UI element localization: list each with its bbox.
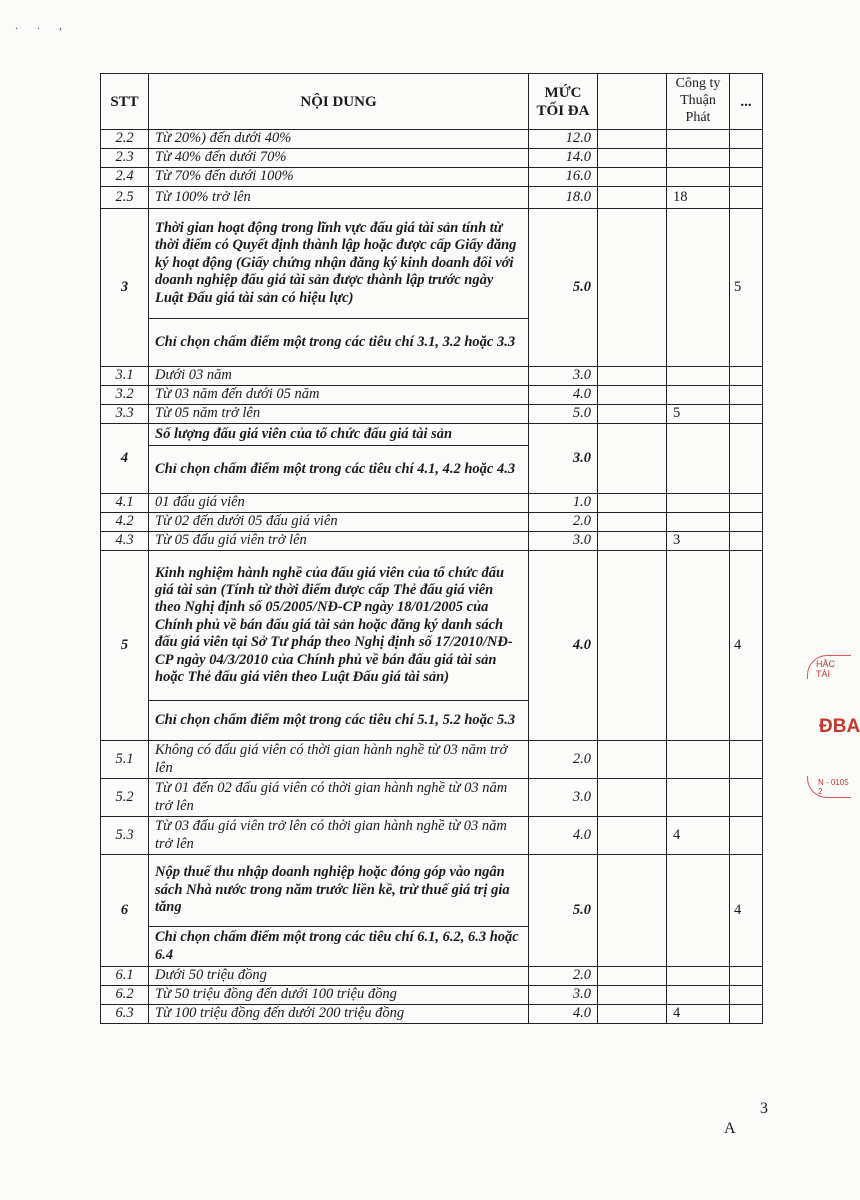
row-max: 18.0 bbox=[529, 187, 598, 209]
row-max: 4.0 bbox=[529, 817, 598, 855]
table-body bbox=[101, 130, 763, 1024]
row-max: 3.0 bbox=[529, 367, 598, 386]
row-more bbox=[730, 367, 763, 386]
row-blank bbox=[598, 386, 667, 405]
row-blank bbox=[598, 551, 667, 741]
row-stt: 2.2 bbox=[101, 130, 149, 149]
table-row bbox=[101, 367, 763, 386]
table-row bbox=[101, 168, 763, 187]
row-max: 4.0 bbox=[529, 551, 598, 741]
row-content: Kinh nghiệm hành nghề của đấu giá viên của tổ chức đấu giá tài sản (Tính từ thời điểm được cấp Thẻ đấu giá viên theo Nghị định số 05/2005/NĐ-CP ngày 18/01/2005 của Chính phủ về bán đấu giá tài sản hoặc đăng ký danh sách đấu giá viên tại Sở Tư pháp theo Nghị định số 17/2010/NĐ-CP ngày 04/3/2010 của Chính phủ về bán đấu giá tài sản hoặc Thẻ đấu giá viên theo Luật Đấu giá tài sản) bbox=[149, 551, 529, 701]
row-content: Từ 100% trở lên bbox=[149, 187, 529, 209]
row-blank bbox=[598, 817, 667, 855]
stamp-center: ĐBA bbox=[819, 716, 860, 737]
row-blank-2 bbox=[667, 424, 730, 494]
row-score bbox=[667, 149, 730, 168]
row-content: Số lượng đấu giá viên của tổ chức đấu giá tài sản bbox=[149, 424, 529, 446]
row-max: 2.0 bbox=[529, 513, 598, 532]
table-row bbox=[101, 405, 763, 424]
row-max: 4.0 bbox=[529, 386, 598, 405]
row-blank bbox=[598, 367, 667, 386]
row-score bbox=[667, 741, 730, 779]
row-blank bbox=[598, 967, 667, 986]
table-row bbox=[101, 386, 763, 405]
row-blank-2 bbox=[667, 551, 730, 741]
row-more bbox=[730, 967, 763, 986]
row-max: 5.0 bbox=[529, 405, 598, 424]
row-max: 1.0 bbox=[529, 494, 598, 513]
row-max: 4.0 bbox=[529, 1005, 598, 1024]
row-score bbox=[667, 513, 730, 532]
row-score bbox=[730, 424, 763, 494]
row-stt: 2.3 bbox=[101, 149, 149, 168]
row-content: Thời gian hoạt động trong lĩnh vực đấu giá tài sản tính từ thời điểm có Quyết định thành lập hoặc được cấp Giấy đăng ký hoạt động (Giấy chứng nhận đăng ký kinh doanh đối với doanh nghiệp đấu giá tài sản được thành lập trước ngày Luật Đấu giá tài sản có hiệu lực) bbox=[149, 209, 529, 319]
row-content: Từ 01 đến 02 đấu giá viên có thời gian hành nghề từ 03 năm trở lên bbox=[149, 779, 529, 817]
row-max: 3.0 bbox=[529, 779, 598, 817]
row-blank bbox=[598, 130, 667, 149]
row-note: Chỉ chọn chấm điểm một trong các tiêu chí 4.1, 4.2 hoặc 4.3 bbox=[149, 446, 529, 494]
table-row bbox=[101, 855, 763, 927]
row-score: 3 bbox=[667, 532, 730, 551]
table-row bbox=[101, 187, 763, 209]
row-more bbox=[730, 1005, 763, 1024]
row-more bbox=[730, 149, 763, 168]
row-stt: 4.2 bbox=[101, 513, 149, 532]
row-stt: 6.2 bbox=[101, 986, 149, 1005]
row-score bbox=[667, 168, 730, 187]
row-score: 4 bbox=[730, 551, 763, 741]
row-blank bbox=[598, 513, 667, 532]
row-max: 16.0 bbox=[529, 168, 598, 187]
table-row bbox=[101, 513, 763, 532]
row-stt: 5 bbox=[101, 551, 149, 741]
row-stt: 5.1 bbox=[101, 741, 149, 779]
row-max: 14.0 bbox=[529, 149, 598, 168]
table-row bbox=[101, 741, 763, 779]
row-score bbox=[667, 130, 730, 149]
header-max-line1: MỨC bbox=[544, 84, 582, 101]
row-blank-2 bbox=[667, 855, 730, 967]
table-row bbox=[101, 1005, 763, 1024]
row-note: Chỉ chọn chấm điểm một trong các tiêu chí 3.1, 3.2 hoặc 3.3 bbox=[149, 319, 529, 367]
row-blank bbox=[598, 779, 667, 817]
row-score bbox=[667, 986, 730, 1005]
row-score: 5 bbox=[730, 209, 763, 367]
stamp-top-arc: HẮC TÀI bbox=[807, 655, 851, 679]
header-content: NỘI DUNG bbox=[149, 74, 529, 130]
row-content: Từ 03 đấu giá viên trở lên có thời gian hành nghề từ 03 năm trở lên bbox=[149, 817, 529, 855]
row-blank bbox=[598, 168, 667, 187]
table-row bbox=[101, 130, 763, 149]
row-content: Từ 02 đến dưới 05 đấu giá viên bbox=[149, 513, 529, 532]
row-max: 3.0 bbox=[529, 986, 598, 1005]
row-content: Từ 50 triệu đồng đến dưới 100 triệu đồng bbox=[149, 986, 529, 1005]
row-score: 5 bbox=[667, 405, 730, 424]
header-more: ... bbox=[730, 74, 763, 130]
row-more bbox=[730, 741, 763, 779]
row-more bbox=[730, 168, 763, 187]
row-more bbox=[730, 532, 763, 551]
scoring-table bbox=[100, 73, 763, 1024]
row-content: Dưới 03 năm bbox=[149, 367, 529, 386]
row-more bbox=[730, 817, 763, 855]
row-stt: 6.3 bbox=[101, 1005, 149, 1024]
table-row bbox=[101, 967, 763, 986]
table-header-row bbox=[101, 74, 763, 130]
row-stt: 5.3 bbox=[101, 817, 149, 855]
row-more bbox=[730, 386, 763, 405]
header-max-line2: TỐI ĐA bbox=[536, 102, 590, 119]
table-row bbox=[101, 986, 763, 1005]
row-content: 01 đấu giá viên bbox=[149, 494, 529, 513]
row-more bbox=[730, 779, 763, 817]
row-score bbox=[667, 386, 730, 405]
table-row bbox=[101, 779, 763, 817]
row-content: Từ 05 năm trở lên bbox=[149, 405, 529, 424]
header-max bbox=[529, 74, 598, 130]
row-stt: 5.2 bbox=[101, 779, 149, 817]
row-stt: 2.5 bbox=[101, 187, 149, 209]
row-more bbox=[730, 187, 763, 209]
header-stt: STT bbox=[101, 74, 149, 130]
row-more bbox=[730, 494, 763, 513]
row-blank bbox=[598, 855, 667, 967]
row-max: 12.0 bbox=[529, 130, 598, 149]
row-more bbox=[730, 130, 763, 149]
header-blank bbox=[598, 74, 667, 130]
table-row bbox=[101, 494, 763, 513]
row-score: 4 bbox=[667, 817, 730, 855]
scan-marks: . . , bbox=[15, 18, 70, 32]
row-blank bbox=[598, 424, 667, 494]
row-stt: 3.3 bbox=[101, 405, 149, 424]
row-max: 5.0 bbox=[529, 855, 598, 967]
table-row bbox=[101, 817, 763, 855]
header-company: Công ty Thuận Phát bbox=[667, 74, 730, 130]
row-score bbox=[667, 967, 730, 986]
table-row bbox=[101, 532, 763, 551]
row-note: Chỉ chọn chấm điểm một trong các tiêu chí 6.1, 6.2, 6.3 hoặc 6.4 bbox=[149, 927, 529, 967]
row-max: 3.0 bbox=[529, 424, 598, 494]
row-content: Từ 05 đấu giá viên trở lên bbox=[149, 532, 529, 551]
row-more bbox=[730, 405, 763, 424]
row-score bbox=[667, 779, 730, 817]
row-more bbox=[730, 513, 763, 532]
row-score bbox=[667, 367, 730, 386]
row-stt: 2.4 bbox=[101, 168, 149, 187]
row-blank bbox=[598, 187, 667, 209]
row-score: 4 bbox=[730, 855, 763, 967]
row-content: Không có đấu giá viên có thời gian hành nghề từ 03 năm trở lên bbox=[149, 741, 529, 779]
row-stt: 6.1 bbox=[101, 967, 149, 986]
stamp-bottom-arc: N - 0105 2 bbox=[807, 776, 851, 798]
row-max: 5.0 bbox=[529, 209, 598, 367]
row-content: Từ 40% đến dưới 70% bbox=[149, 149, 529, 168]
row-blank bbox=[598, 494, 667, 513]
page-number: 3 bbox=[760, 1100, 768, 1117]
row-content: Từ 03 năm đến dưới 05 năm bbox=[149, 386, 529, 405]
row-stt: 3.2 bbox=[101, 386, 149, 405]
row-stt: 6 bbox=[101, 855, 149, 967]
row-blank bbox=[598, 741, 667, 779]
table-row bbox=[101, 149, 763, 168]
row-blank bbox=[598, 1005, 667, 1024]
row-content: Từ 70% đến dưới 100% bbox=[149, 168, 529, 187]
row-more bbox=[730, 986, 763, 1005]
row-stt: 4.3 bbox=[101, 532, 149, 551]
row-content: Từ 100 triệu đồng đến dưới 200 triệu đồng bbox=[149, 1005, 529, 1024]
table-row bbox=[101, 424, 763, 446]
row-score: 4 bbox=[667, 1005, 730, 1024]
row-stt: 3.1 bbox=[101, 367, 149, 386]
page-mark: A bbox=[724, 1120, 736, 1137]
row-content: Từ 20%) đến dưới 40% bbox=[149, 130, 529, 149]
row-blank bbox=[598, 532, 667, 551]
row-score: 18 bbox=[667, 187, 730, 209]
row-stt: 4 bbox=[101, 424, 149, 494]
row-note: Chỉ chọn chấm điểm một trong các tiêu chí 5.1, 5.2 hoặc 5.3 bbox=[149, 701, 529, 741]
table-row bbox=[101, 551, 763, 701]
row-blank bbox=[598, 209, 667, 367]
row-score bbox=[667, 494, 730, 513]
table-row bbox=[101, 209, 763, 319]
row-content: Dưới 50 triệu đồng bbox=[149, 967, 529, 986]
row-max: 3.0 bbox=[529, 532, 598, 551]
row-content: Nộp thuế thu nhập doanh nghiệp hoặc đóng góp vào ngân sách Nhà nước trong năm trước liền kề, trừ thuế giá trị gia tăng bbox=[149, 855, 529, 927]
row-blank bbox=[598, 405, 667, 424]
row-stt: 4.1 bbox=[101, 494, 149, 513]
row-max: 2.0 bbox=[529, 741, 598, 779]
row-stt: 3 bbox=[101, 209, 149, 367]
row-max: 2.0 bbox=[529, 967, 598, 986]
row-blank bbox=[598, 149, 667, 168]
row-blank-2 bbox=[667, 209, 730, 367]
row-blank bbox=[598, 986, 667, 1005]
